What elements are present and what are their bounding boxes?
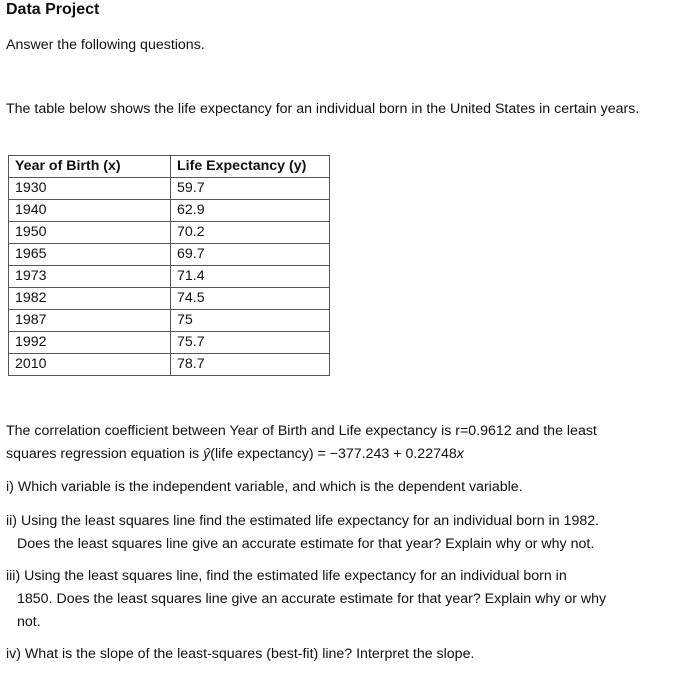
y-hat-symbol: ŷ	[203, 446, 211, 462]
header-life-expectancy: Life Expectancy (y)	[171, 156, 330, 178]
correlation-line-1: The correlation coefficient between Year of Birth and Life expectancy is r=0.9612 and the least	[6, 423, 597, 439]
year-cell: 1950	[9, 222, 171, 244]
year-cell: 1940	[9, 200, 171, 222]
table-row	[9, 266, 330, 288]
question-2	[6, 510, 670, 556]
question-3-line-3: not.	[17, 614, 41, 630]
table-row	[9, 200, 330, 222]
year-cell: 1987	[9, 310, 171, 332]
table-row	[9, 354, 330, 376]
regression-equation: (life expectancy) = −377.243 + 0.22748	[210, 446, 457, 462]
life-expectancy-cell: 69.7	[171, 244, 330, 266]
life-expectancy-table	[8, 155, 330, 376]
table-row	[9, 310, 330, 332]
life-expectancy-cell: 74.5	[171, 288, 330, 310]
year-cell: 1930	[9, 178, 171, 200]
life-expectancy-cell: 59.7	[171, 178, 330, 200]
life-expectancy-cell: 70.2	[171, 222, 330, 244]
question-2-line-1: ii) Using the least squares line find the estimated life expectancy for an individual born in 1982.	[6, 513, 600, 529]
regression-prefix: squares regression equation is	[6, 446, 204, 462]
page-title: Data Project	[6, 1, 100, 18]
life-expectancy-cell: 75	[171, 310, 330, 332]
question-4	[6, 643, 670, 666]
life-expectancy-cell: 78.7	[171, 354, 330, 376]
life-expectancy-cell: 75.7	[171, 332, 330, 354]
table-row	[9, 332, 330, 354]
header-year-of-birth: Year of Birth (x)	[9, 156, 171, 178]
table-row	[9, 244, 330, 266]
question-3-line-2: 1850. Does the least squares line give an accurate estimate for that year? Explain why or why	[17, 591, 607, 607]
correlation-paragraph	[6, 420, 666, 466]
year-cell: 1982	[9, 288, 171, 310]
intro-paragraph: The table below shows the life expectancy for an individual born in the United States in certain years.	[6, 101, 640, 117]
table-header-row	[9, 156, 330, 178]
instructions-text: Answer the following questions.	[6, 37, 205, 53]
life-expectancy-cell: 62.9	[171, 200, 330, 222]
year-cell: 1992	[9, 332, 171, 354]
table-row	[9, 288, 330, 310]
year-cell: 1965	[9, 244, 171, 266]
question-1-text: i) Which variable is the independent variable, and which is the dependent variable.	[6, 479, 523, 495]
year-cell: 2010	[9, 354, 171, 376]
table-row	[9, 178, 330, 200]
question-1	[6, 476, 670, 499]
table-row	[9, 222, 330, 244]
question-3-line-1: iii) Using the least squares line, find the estimated life expectancy for an individual born in	[6, 568, 567, 584]
life-expectancy-cell: 71.4	[171, 266, 330, 288]
question-3	[6, 565, 670, 634]
x-variable: x	[456, 446, 464, 462]
question-4-text: iv) What is the slope of the least-squares (best-fit) line? Interpret the slope.	[6, 646, 475, 662]
year-cell: 1973	[9, 266, 171, 288]
question-2-line-2: Does the least squares line give an accurate estimate for that year? Explain why or why not.	[17, 536, 595, 552]
